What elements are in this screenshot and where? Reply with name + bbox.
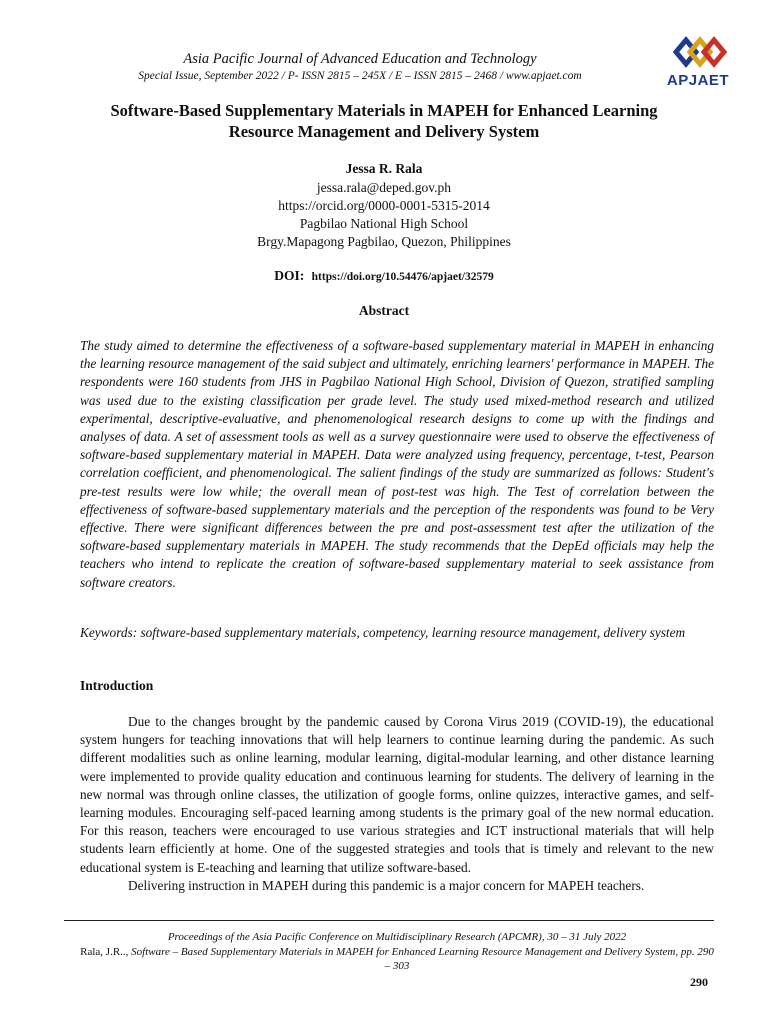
journal-name: Asia Pacific Journal of Advanced Education and Technology [183, 51, 537, 67]
logo-diamond-icon [662, 32, 734, 72]
abstract-heading: Abstract [358, 303, 410, 318]
footer-divider [64, 920, 714, 921]
doi-link[interactable]: https://doi.org/10.54476/apjaet/32579 [311, 271, 494, 283]
footer-proceedings: Proceedings of the Asia Pacific Conference on Multidisciplinary Research (APCMR), 30 – 31 July 2022 [167, 931, 627, 943]
footer-citation-author: Rala, J.R.., [80, 945, 129, 958]
abstract-text: The study aimed to determine the effectiveness of a software-based supplementary material in MAPEH in enhancing the learning resource management of the said subject and ultimately, enriching learners' performance in MAPEH. The respondents were 160 students from JHS in Pagbilao National High School, Division of Quezon, stratified sampling was used due to the existing classification per grade level. The study used mixed-method research and utilized experimental, descriptive-evaluative, and phenomenological research designs to come up with the findings and analyses of data. A set of assessment tools as well as a survey questionnaire were used to observe the effectiveness of software-based supplementary material in MAPEH. Data were analyzed using frequency, percentage, t-test, Pearson correlation coefficient, and phenomenological. The salient findings of the study are summarized as follows: Student's pre-test results were low while; the overall mean of post-test was high. The Test of correlation between the effectiveness of software-based supplementary materials and the perception of the respondents was found to be Very effective. There were significant differences between the pre and post-assessment test after the utilization of the software-based supplementary materials in MAPEH. The study recommends that the DepEd officials may help the teachers who intend to replicate the creation of software-based supplementary material to seek assistance from software creators. [80, 338, 714, 590]
keywords: Keywords: software-based supplementary materials, competency, learning resource management, delivery system [80, 625, 686, 640]
paper-title: Software-Based Supplementary Materials in MAPEH for Enhanced Learning Resource Management and Delivery System [110, 101, 658, 141]
journal-header [80, 50, 640, 84]
page-footer [80, 930, 714, 974]
introduction-heading: Introduction [80, 678, 154, 693]
author-school: Pagbilao National High School [299, 216, 469, 231]
author-name: Jessa R. Rala [345, 161, 423, 176]
intro-paragraph: Due to the changes brought by the pandemic caused by Corona Virus 2019 (COVID-19), the educational system hungers for teaching innovations that will help learners to continue learning during the pandemic. As such different modalities such as online learning, modular learning, digital-modular learning, and other distance learning were implemented to provide quality education and continuous learning for students. The delivery of learning in the new normal was through online classes, the utilization of google forms, online quizzes, interactive games, and self-learning modules. Encouraging self-paced learning among students is the primary goal of the new normal education. For this reason, teachers were encouraged to use various strategies and ICT instructional materials that will help students learn efficiently at home. One of the suggested strategies and tools that is timely and relevant to the new educational system is E-teaching and learning that utilize software-based. [80, 714, 714, 875]
footer-citation [80, 945, 714, 974]
author-address: Brgy.Mapagong Pagbilao, Quezon, Philippines [257, 234, 511, 249]
logo-text: APJAET [666, 72, 730, 89]
introduction-body [80, 713, 714, 895]
doi-label: DOI: [274, 268, 305, 283]
journal-issue-line: Special Issue, September 2022 / P- ISSN 2815 – 245X / E – ISSN 2815 – 2468 / www.apjaet.com [138, 70, 582, 82]
page-number: 290 [690, 975, 708, 989]
author-block [184, 160, 584, 251]
author-orcid-link[interactable]: https://orcid.org/0000-0001-5315-2014 [278, 198, 490, 213]
journal-logo [660, 32, 736, 94]
intro-paragraph: Delivering instruction in MAPEH during this pandemic is a major concern for MAPEH teachers. [128, 877, 645, 893]
author-email[interactable]: jessa.rala@deped.gov.ph [316, 180, 452, 195]
doi-line [184, 267, 584, 286]
footer-citation-title: Software – Based Supplementary Materials in MAPEH for Enhanced Learning Resource Management and Delivery System, pp. 290 – 303 [128, 945, 714, 972]
